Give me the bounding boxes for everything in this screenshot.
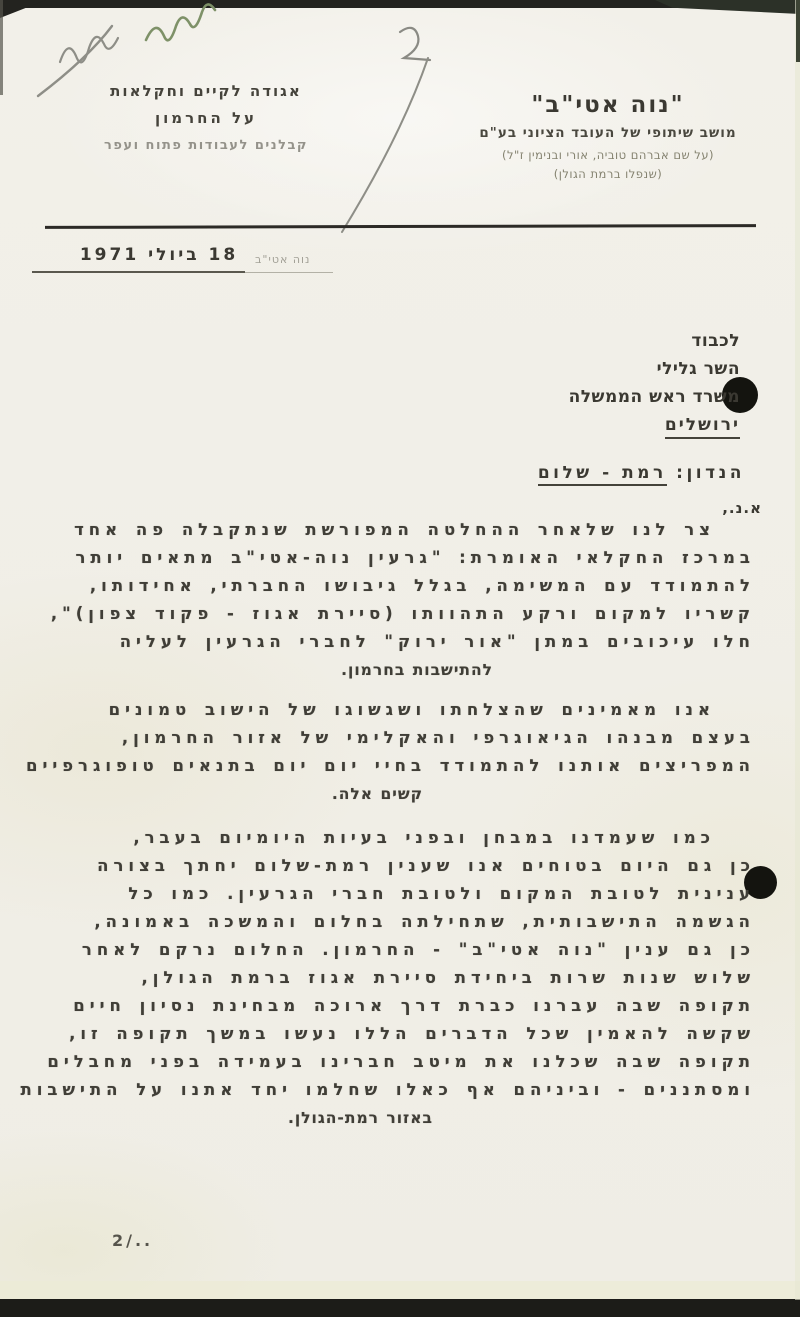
date-printed-stamp: נוה אטי"ב (255, 253, 311, 266)
subject-value: רמת - שלום (538, 463, 667, 486)
body-line: ומסתננים - וביניהם אף כאלו שחלמו יחד אתנו על התישבות (20, 1080, 755, 1099)
org-subtitle: מושב שיתופי של העובד הציוני בע"ם (479, 125, 737, 141)
subject-label: הנדון: (676, 463, 745, 483)
scan-edge-right (795, 0, 800, 1300)
body-line: כן גם ענין "נוה אטי"ב" - החרמון. החלום נרקם לאחר (81, 940, 755, 959)
body-line: הגשמה התישבותית, שתחילתה בחלום והמשכה באמונה, (94, 912, 755, 931)
scan-edge-bottom-pale (0, 1281, 800, 1299)
org-association-name: אגודה לקיים וחקלאות (110, 82, 302, 100)
recipient-office: משרד ראש הממשלה (568, 387, 740, 407)
body-line: שקשה להאמין שכל הדברים הללו נעשו במשך תקופה זו, (69, 1024, 755, 1043)
subject-line (538, 463, 745, 483)
body-line: כמו שעמדנו במבחן ובפני בעיות היומיום בעבר, (133, 828, 715, 847)
body-line: להתישבות בחרמון. (341, 661, 493, 679)
body-line: כן גם היום בטוחים אנו שענין רמת-שלום יחתך בצורה (97, 856, 755, 875)
body-line: ענינית לטובת המקום ולטובת חברי הגרעין. כמו כל (128, 884, 755, 903)
org-memorial-line-2: (שנפלו ברמת הגולן) (553, 167, 663, 181)
body-line: במרכז החקלאי האומרת: "גרעין נוה-אטי"ב מתאים יותר (75, 548, 755, 567)
date-underline (32, 271, 245, 273)
body-line: המפריצים אותנו להתמודד בחיי יום יום בתנאים טופוגרפיים (26, 756, 755, 775)
body-line: באזור רמת-הגולן. (287, 1109, 433, 1127)
body-line: קשים אלה. (331, 785, 423, 803)
body-line: להתמודד עם המשימה, בגלל גיבושו החברתי, אחידותו, (89, 576, 755, 595)
recipient-salutation: לכבוד (691, 331, 740, 351)
org-association-location: על החרמון (154, 109, 258, 127)
org-memorial-line-1: (על שם אברהם טוביה, אורי ובנימין ז"ל) (501, 148, 715, 162)
body-line: בעצם מבנהו הגיאוגרפי והאקלימי של אזור החרמון, (121, 728, 755, 747)
scan-edge-left (0, 0, 3, 95)
org-title: "נוה אטי"ב" (531, 92, 685, 118)
recipient-name: השר גלילי (656, 359, 740, 379)
date-underline-extension (245, 272, 333, 273)
body-line: תקופה שבה עברנו כברת דרך ארוכה מבחינת נסיון חיים (73, 996, 755, 1015)
body-line: תקופה שבה שכלנו את מיטב חברינו בעמידה בפני מחבלים (47, 1052, 755, 1071)
pencil-number-icon (400, 28, 430, 60)
pencil-scribble-icon (60, 37, 118, 63)
scan-corner-top-left (0, 0, 46, 18)
green-pen-scribble-icon (146, 4, 215, 40)
scan-edge-bottom (0, 1299, 800, 1317)
body-paragraph-3 (20, 824, 755, 1132)
scan-corner-top-right (655, 0, 800, 14)
letterhead-right (458, 92, 758, 181)
body-line: אנו מאמינים שהצלחתו ושגשוגו של הישוב טמונים (108, 700, 715, 719)
letterhead-left (92, 82, 320, 153)
pencil-curve-icon (342, 58, 428, 232)
recipient-block (569, 327, 740, 439)
scan-edge-right-dark (796, 0, 800, 62)
body-line: שלוש שנות שרות ביחידת סיירת אגוז ברמת הגולן, (141, 968, 755, 987)
org-association-tagline: קבלנים לעבודות פתוח ועפר (104, 138, 308, 153)
letterhead-divider (45, 224, 756, 229)
letter-salutation: א.נ., (722, 499, 762, 517)
body-paragraph-2 (26, 696, 755, 808)
body-line: צר לנו שלאחר ההחלטה המפורשת שנתקבלה פה אחד (74, 520, 715, 539)
body-line: חלו עיכובים במתן "אור ירוק" לחברי הגרעין לעליה (119, 632, 755, 651)
recipient-city: ירושלים (665, 414, 740, 439)
body-line: קשריו למקום ורקע התהוותו (סיירת אגוז - פקוד צפון)", (50, 604, 755, 623)
date-value: 18 ביולי 1971 (79, 245, 239, 265)
body-paragraph-1 (50, 516, 755, 684)
page-continuation-marker: 2/.. (112, 1231, 154, 1250)
